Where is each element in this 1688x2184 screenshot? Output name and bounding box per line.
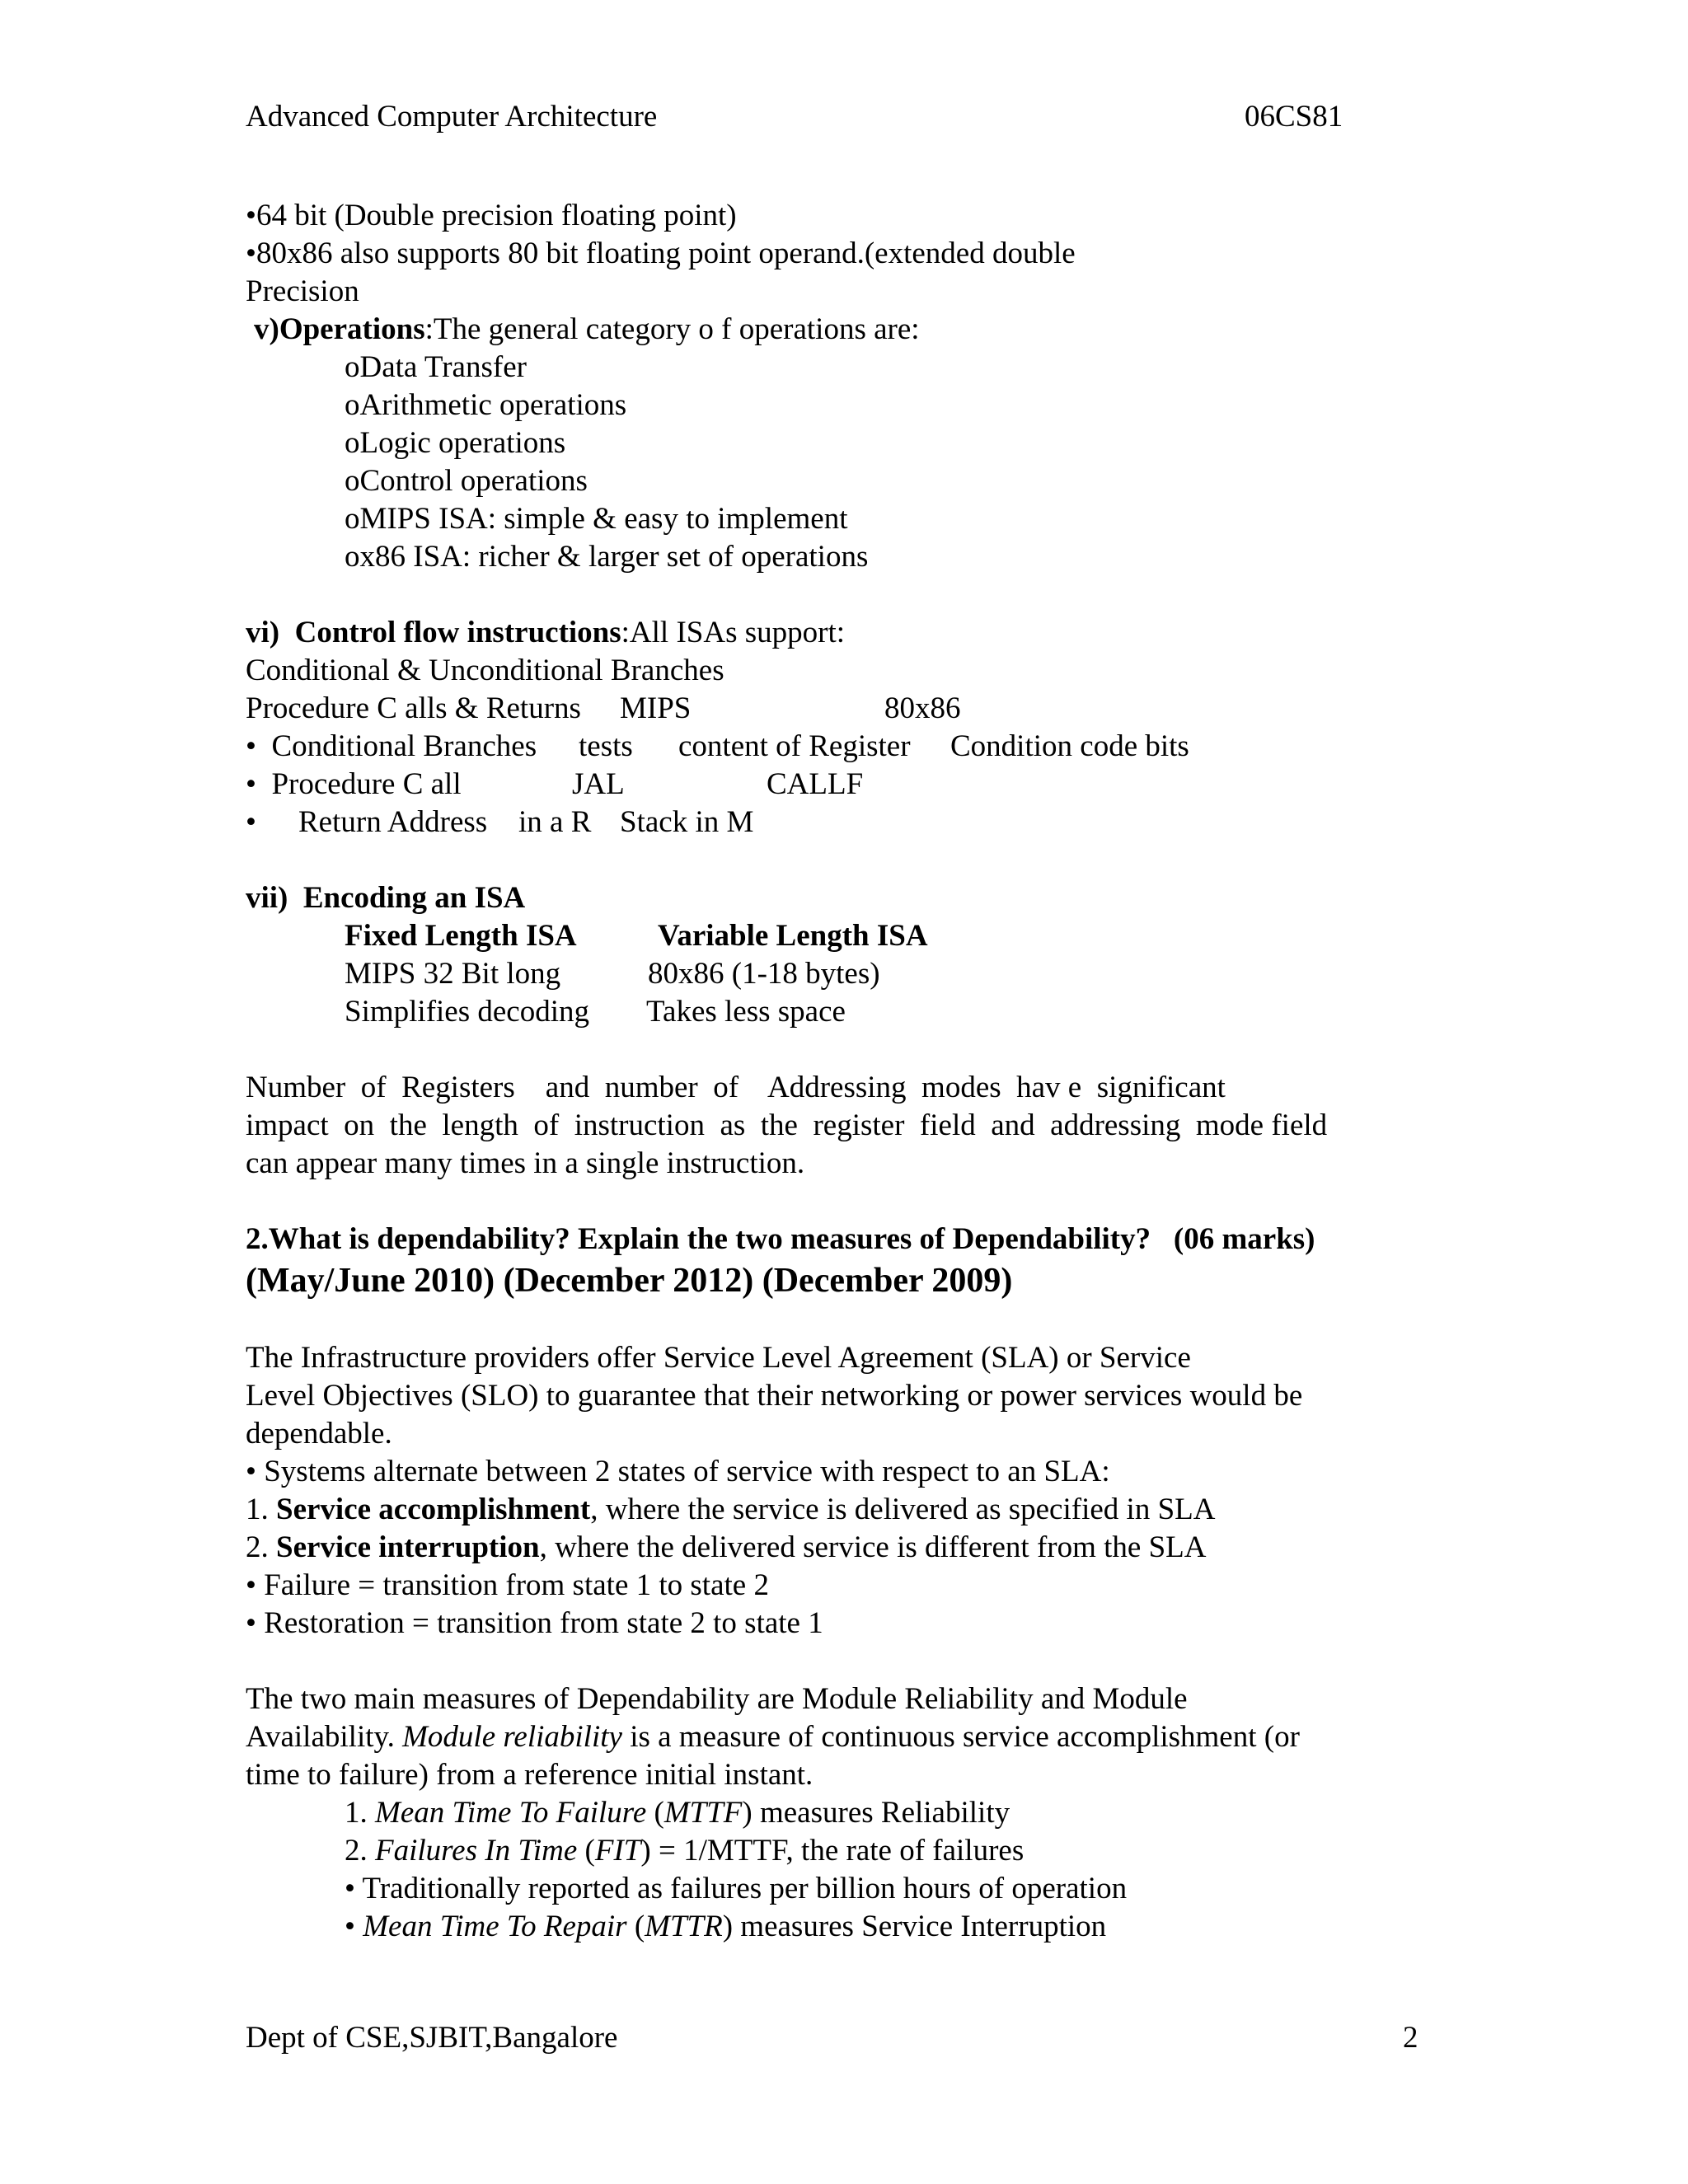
table-cell: 80x86 (1-18 bytes) — [648, 957, 880, 991]
operations-text: :The general category o f operations are: — [424, 312, 920, 346]
table-cell: • Conditional Branches — [246, 729, 537, 763]
paragraph-line: impact on the length of instruction as the register field and addressing mode field — [246, 1108, 1328, 1142]
list-item: oArithmetic operations — [345, 388, 627, 422]
abbr: MTTF — [663, 1796, 743, 1830]
list-item: oData Transfer — [345, 350, 527, 384]
paragraph-line: time to failure) from a reference initial instant. — [246, 1758, 814, 1792]
term: Service interruption — [276, 1530, 540, 1564]
bullet-line: •80x86 also supports 80 bit floating point operand.(extended double — [246, 237, 1076, 270]
bullet-line: • Failure = transition from state 1 to state 2 — [246, 1568, 769, 1602]
number: 2. — [246, 1530, 276, 1564]
control-flow-text: :All ISAs support: — [621, 616, 846, 649]
encoding-heading: vii) Encoding an ISA — [246, 881, 526, 915]
number: 2. — [345, 1834, 375, 1868]
page-number: 2 — [1403, 2021, 1418, 2055]
bullet-line: •64 bit (Double precision floating point) — [246, 199, 737, 232]
paragraph-line: dependable. — [246, 1417, 392, 1451]
table-header: Fixed Length ISA — [345, 919, 577, 953]
numbered-line — [246, 1529, 1206, 1567]
table-cell: Procedure C alls & Returns — [246, 691, 581, 725]
text: ( — [626, 1910, 645, 1943]
text: ( — [646, 1796, 664, 1830]
list-item: oLogic operations — [345, 426, 566, 460]
bullet-line: • Systems alternate between 2 states of service with respect to an SLA: — [246, 1455, 1110, 1488]
paragraph-line: can appear many times in a single instruction. — [246, 1146, 805, 1180]
abbr: MTTR — [645, 1910, 723, 1943]
abbr: FIT — [594, 1834, 641, 1868]
header-title: Advanced Computer Architecture — [246, 100, 658, 134]
paragraph-line: Number of Registers and number of Addressing modes hav e significant — [246, 1071, 1226, 1104]
text: is a measure of continuous service accomplishment (or — [621, 1720, 1300, 1754]
control-flow-label: vi) Control flow instructions — [246, 616, 621, 649]
list-item: • Traditionally reported as failures per billion hours of operation — [345, 1872, 1128, 1905]
term: Module reliability — [402, 1720, 622, 1754]
numbered-line — [246, 1491, 1215, 1529]
number: 1. — [246, 1493, 276, 1526]
table-cell: Return Address — [298, 805, 488, 839]
list-item — [345, 1794, 1010, 1832]
control-flow-heading — [246, 614, 845, 652]
table-cell: MIPS 32 Bit long — [345, 957, 561, 991]
table-cell: tests — [579, 729, 633, 763]
table-cell: • — [246, 805, 256, 839]
footer-department: Dept of CSE,SJBIT,Bangalore — [246, 2021, 618, 2055]
question-heading: 2.What is dependability? Explain the two measures of Dependability? (06 marks) — [246, 1222, 1315, 1256]
term: Mean Time To Repair — [363, 1910, 627, 1943]
definition: , where the delivered service is different from the SLA — [539, 1530, 1207, 1564]
list-item — [345, 1908, 1106, 1946]
question-dates: (May/June 2010) (December 2012) (December 2009) — [246, 1262, 1013, 1300]
table-cell: JAL — [572, 767, 625, 801]
header-course-code: 06CS81 — [1245, 100, 1343, 134]
list-item: ox86 ISA: richer & larger set of operations — [345, 540, 869, 574]
table-cell: in a R — [518, 805, 592, 839]
table-cell: • Procedure C all — [246, 767, 462, 801]
operations-label: v)Operations — [254, 312, 425, 346]
definition: , where the service is delivered as specified in SLA — [590, 1493, 1216, 1526]
term: Service accomplishment — [276, 1493, 591, 1526]
paragraph-line: The two main measures of Dependability are Module Reliability and Module — [246, 1682, 1188, 1716]
table-cell: CALLF — [767, 767, 864, 801]
paragraph-line: The Infrastructure providers offer Service Level Agreement (SLA) or Service — [246, 1341, 1191, 1375]
table-cell: 80x86 — [884, 691, 961, 725]
term: Mean Time To Failure — [375, 1796, 647, 1830]
term: Failures In Time — [375, 1834, 578, 1868]
paragraph-line — [246, 1718, 1300, 1756]
list-item — [345, 1832, 1024, 1870]
text: ( — [577, 1834, 595, 1868]
operations-heading — [254, 311, 920, 349]
number: 1. — [345, 1796, 375, 1830]
table-cell: Stack in M — [620, 805, 754, 839]
text: ) measures Reliability — [742, 1796, 1010, 1830]
text-line: Precision — [246, 274, 359, 308]
text: ) measures Service Interruption — [722, 1910, 1107, 1943]
text: ) = 1/MTTF, the rate of failures — [640, 1834, 1025, 1868]
table-cell: Takes less space — [646, 995, 846, 1029]
table-header: Variable Length ISA — [658, 919, 928, 953]
list-item: oMIPS ISA: simple & easy to implement — [345, 502, 848, 536]
table-cell: MIPS — [620, 691, 692, 725]
bullet-line: • Restoration = transition from state 2 to state 1 — [246, 1606, 823, 1640]
table-cell: Simplifies decoding — [345, 995, 589, 1029]
table-cell: content of Register — [678, 729, 911, 763]
text-line: Conditional & Unconditional Branches — [246, 654, 724, 687]
list-item: oControl operations — [345, 464, 588, 498]
bullet: • — [345, 1910, 363, 1943]
text: Availability. — [246, 1720, 403, 1754]
paragraph-line: Level Objectives (SLO) to guarantee that their networking or power services would be — [246, 1379, 1303, 1413]
table-cell: Condition code bits — [950, 729, 1189, 763]
